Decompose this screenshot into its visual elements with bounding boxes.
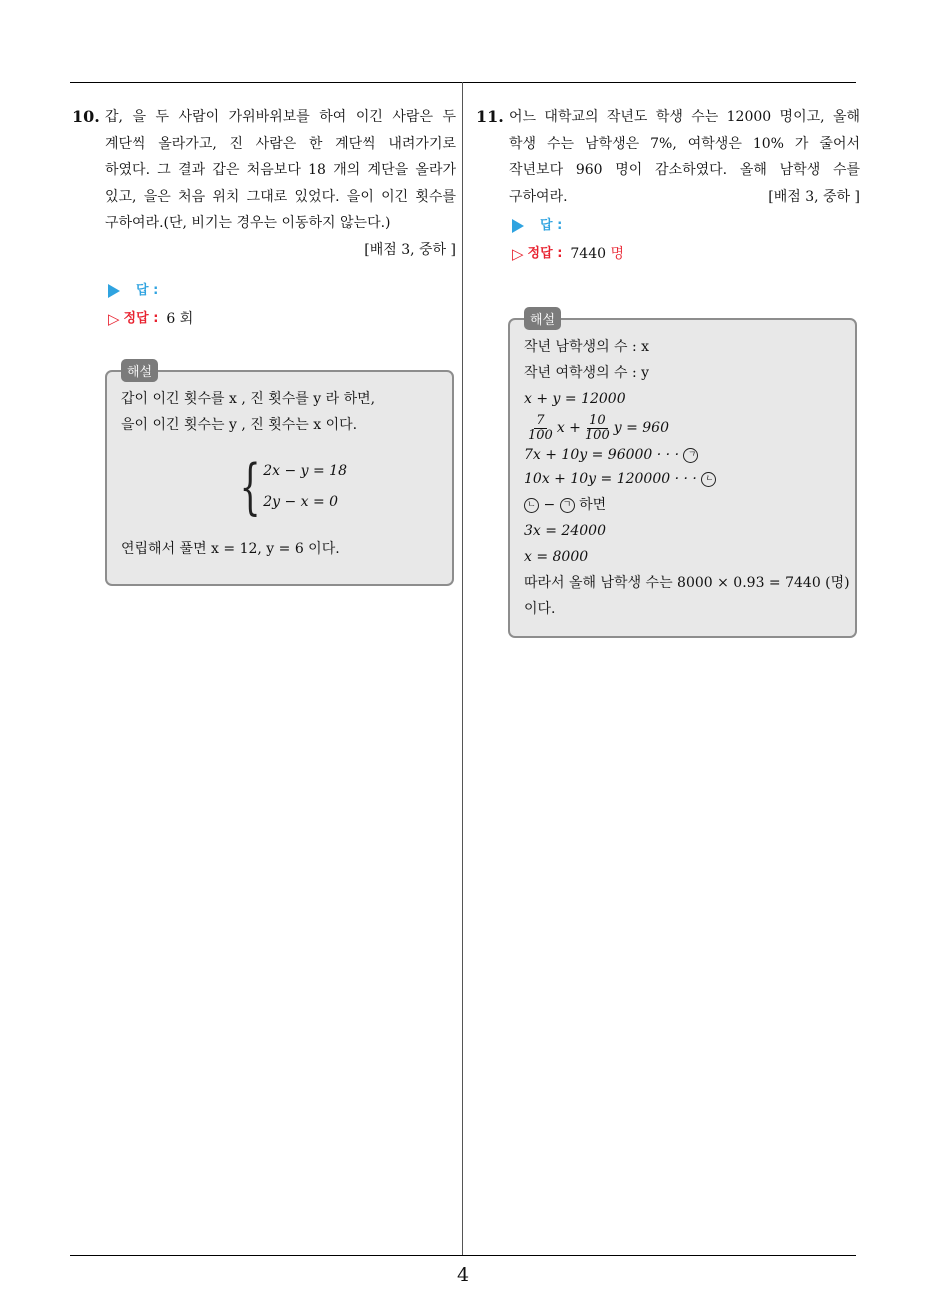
- solution-line: [524, 492, 841, 518]
- fraction-equation: [524, 412, 841, 444]
- solution-line: 갑이 이긴 횟수를 x , 진 횟수를 y 라 하면,: [121, 391, 376, 407]
- equation-part: y = 960: [613, 420, 669, 436]
- answer-section: [72, 277, 456, 333]
- solution-line: x = 8000: [524, 549, 589, 565]
- denominator: 100: [528, 427, 553, 443]
- page-number: 4: [456, 1264, 470, 1286]
- left-brace-icon: {: [239, 452, 261, 522]
- solution-tag: 해설: [524, 307, 561, 330]
- problem-text: 어느 대학교의 작년도 학생 수는 12000 명이고, 올해 학생 수는 남학생은 7%, 여학생은 10% 가 줄어서 작년보다 960 명이 감소하였다. 올해 남학생 수를 구하여라.: [509, 109, 860, 205]
- problem-10: [72, 104, 456, 333]
- problem-number: 10.: [72, 107, 100, 126]
- answer-label: 답 :: [136, 282, 159, 298]
- problem-11: [476, 104, 860, 268]
- solution-line: 작년 남학생의 수 : x: [524, 339, 650, 355]
- equation-part: x +: [556, 420, 581, 436]
- correct-answer-value: 7440: [570, 246, 607, 262]
- circled-nieun-icon: ㄴ: [524, 498, 539, 513]
- minus-sign: −: [539, 497, 560, 513]
- solution-box-10: [105, 365, 454, 586]
- play-triangle-icon: [108, 284, 120, 298]
- denominator: 100: [584, 427, 610, 443]
- problem-text-wrap: [509, 104, 860, 210]
- solution-line: 작년 여학생의 수 : y: [524, 365, 650, 381]
- equation-system: [231, 452, 438, 522]
- solution-line: [524, 466, 841, 492]
- problem-score: [배점 3, 중하 ]: [364, 241, 456, 258]
- solution-line: x + y = 12000: [524, 391, 626, 407]
- answer-section: [476, 212, 860, 268]
- problem-text: 갑, 을 두 사람이 가위바위보를 하여 이긴 사람은 두 계단씩 올라가고, 진 사람은 한 계단씩 내려가기로 하였다. 그 결과 갑은 처음보다 18 개의 계단을 올라가 있고, 을은 처음 위치 그대로 있었다. 을이 이긴 횟수를 구하여라.(단, 비기는 경우는 이동하지 않는다.): [105, 109, 456, 231]
- column-divider: [462, 82, 463, 1256]
- footer-rule: [70, 1255, 856, 1256]
- solution-line: 이다.: [524, 601, 556, 617]
- solution-line: 따라서 올해 남학생 수는 8000 × 0.93 = 7440 (명): [524, 575, 850, 591]
- equation: 2y − x = 0: [263, 494, 339, 510]
- solution-line: [524, 444, 841, 466]
- equation: 2x − y = 18: [263, 463, 347, 479]
- solution-tag: 해설: [121, 359, 158, 382]
- correct-answer-value: 6 회: [166, 310, 194, 327]
- play-triangle-icon: [512, 219, 524, 233]
- solution-line: 3x = 24000: [524, 523, 606, 539]
- correct-answer-label: 정답 :: [123, 310, 159, 326]
- fraction: [583, 414, 612, 443]
- problem-score: [배점 3, 중하 ]: [768, 188, 860, 205]
- outline-triangle-icon: ▷: [108, 309, 120, 328]
- circled-nieun-icon: ㄴ: [701, 472, 716, 487]
- header-rule: [70, 82, 856, 83]
- solution-text: 하면: [574, 497, 607, 513]
- fraction: [526, 414, 555, 443]
- circled-giyeok-icon: ㄱ: [683, 448, 698, 463]
- numerator: 7: [536, 412, 545, 428]
- circled-giyeok-icon: ㄱ: [560, 498, 575, 513]
- correct-answer-unit: 명: [610, 246, 625, 262]
- solution-box-11: [508, 313, 857, 638]
- outline-triangle-icon: ▷: [512, 245, 524, 263]
- solution-line: 을이 이긴 횟수는 y , 진 횟수는 x 이다.: [121, 417, 358, 433]
- numerator: 10: [589, 412, 606, 428]
- correct-answer-label: 정답 :: [527, 246, 563, 261]
- problem-number: 11.: [476, 107, 504, 126]
- equation: 7x + 10y = 96000 · · ·: [524, 447, 680, 463]
- answer-label: 답 :: [540, 218, 563, 233]
- solution-line: 연립해서 풀면 x = 12, y = 6 이다.: [121, 541, 340, 557]
- equation: 10x + 10y = 120000 · · ·: [524, 471, 697, 487]
